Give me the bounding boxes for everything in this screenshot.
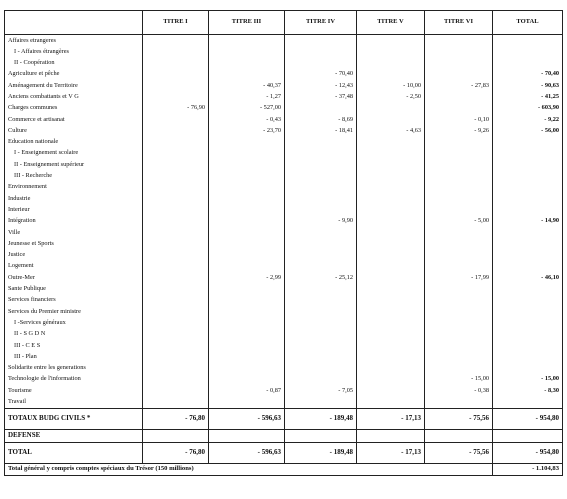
- cell-total: [493, 193, 563, 204]
- cell-titre-i: [143, 306, 209, 317]
- table-row: [5, 284, 563, 295]
- cell-total: [493, 306, 563, 317]
- cell-titre-vi: [425, 306, 493, 317]
- cell-titre-iv: [285, 363, 357, 374]
- cell-titre-v: [357, 329, 425, 340]
- row-label: III - Plan: [5, 351, 143, 362]
- row-label: II - Coopération: [5, 58, 143, 69]
- table-row: [5, 193, 563, 204]
- cell-titre-v: [357, 227, 425, 238]
- cell-titre-vi: [425, 159, 493, 170]
- cell-titre-i: [143, 159, 209, 170]
- cell-titre-vi: [425, 69, 493, 80]
- cell-titre-iii: - 596,63: [209, 442, 285, 463]
- table-footer: [5, 408, 563, 475]
- cell-titre-v: [357, 374, 425, 385]
- header-titre-iii: TITRE III: [209, 11, 285, 35]
- cell-total: [493, 351, 563, 362]
- cell-titre-iv: - 9,90: [285, 216, 357, 227]
- cell-titre-iii: [209, 351, 285, 362]
- cell-total: [493, 204, 563, 215]
- cell-titre-iv: [285, 397, 357, 409]
- table-row: [5, 216, 563, 227]
- row-label: Commerce et artisanat: [5, 114, 143, 125]
- grand-total-label: Total général y compris comptes spéciaux du Trésor (150 millions): [5, 463, 493, 475]
- table-row: [5, 80, 563, 91]
- table-row: [5, 340, 563, 351]
- table-row: [5, 250, 563, 261]
- row-label: Solidarite entre les generations: [5, 363, 143, 374]
- cell-titre-vi: [425, 182, 493, 193]
- cell-titre-iv: [285, 250, 357, 261]
- grand-total-row: [5, 463, 563, 475]
- table-row: [5, 397, 563, 409]
- cell-total: - 9,22: [493, 114, 563, 125]
- cell-titre-iv: [285, 340, 357, 351]
- cell-titre-i: [143, 238, 209, 249]
- cell-titre-iii: [209, 171, 285, 182]
- cell-titre-i: [143, 340, 209, 351]
- cell-titre-iv: [285, 35, 357, 47]
- cell-titre-iii: [209, 374, 285, 385]
- cell-titre-v: [357, 295, 425, 306]
- row-label: Justice: [5, 250, 143, 261]
- grand-total-value: - 1.104,83: [493, 463, 563, 475]
- cell-titre-i: - 76,90: [143, 103, 209, 114]
- cell-total: - 56,00: [493, 125, 563, 136]
- cell-titre-i: [143, 295, 209, 306]
- cell-titre-v: - 10,00: [357, 80, 425, 91]
- cell-titre-iii: - 527,00: [209, 103, 285, 114]
- cell-titre-vi: [425, 295, 493, 306]
- cell-titre-v: [357, 397, 425, 409]
- cell-titre-vi: [425, 351, 493, 362]
- cell-total: [493, 329, 563, 340]
- row-label: Affaires etrangeres: [5, 35, 143, 47]
- cell-total: - 954,80: [493, 408, 563, 429]
- cell-titre-iv: [285, 329, 357, 340]
- cell-titre-vi: [425, 148, 493, 159]
- cell-titre-iii: [209, 238, 285, 249]
- cell-titre-v: [357, 385, 425, 396]
- cell-titre-i: [143, 148, 209, 159]
- cell-titre-iii: [209, 363, 285, 374]
- table-row: [5, 171, 563, 182]
- table-row: [5, 137, 563, 148]
- cell-titre-v: [357, 114, 425, 125]
- cell-titre-iii: [209, 35, 285, 47]
- cell-titre-iv: [285, 182, 357, 193]
- cell-titre-iv: [285, 317, 357, 328]
- cell-titre-iii: - 2,99: [209, 272, 285, 283]
- table-row: [5, 148, 563, 159]
- table-row: [5, 58, 563, 69]
- table-row: [5, 351, 563, 362]
- cell-titre-iv: [285, 295, 357, 306]
- cell-titre-v: [357, 317, 425, 328]
- cell-titre-iv: [285, 374, 357, 385]
- cell-titre-iii: [209, 317, 285, 328]
- cell-titre-i: [143, 250, 209, 261]
- table-row: [5, 261, 563, 272]
- cell-total: [493, 250, 563, 261]
- header-row: [5, 11, 563, 35]
- cell-titre-iv: - 12,43: [285, 80, 357, 91]
- cell-titre-v: [357, 351, 425, 362]
- cell-total: [493, 238, 563, 249]
- cell-titre-iii: [209, 204, 285, 215]
- cell-titre-iii: [209, 227, 285, 238]
- cell-titre-iv: - 7,05: [285, 385, 357, 396]
- row-label: Services financiers: [5, 295, 143, 306]
- header-titre-v: TITRE V: [357, 11, 425, 35]
- table-row: [5, 238, 563, 249]
- cell-titre-v: [357, 148, 425, 159]
- cell-total: - 14,90: [493, 216, 563, 227]
- cell-titre-iv: - 189,48: [285, 408, 357, 429]
- table-row: [5, 317, 563, 328]
- row-label: Industrie: [5, 193, 143, 204]
- row-label: DEFENSE: [5, 429, 143, 442]
- cell-titre-i: [143, 374, 209, 385]
- cell-titre-vi: [425, 46, 493, 57]
- table-row: [5, 125, 563, 136]
- cell-titre-i: [143, 227, 209, 238]
- cell-titre-i: [143, 272, 209, 283]
- cell-titre-vi: [425, 284, 493, 295]
- cell-titre-vi: [425, 363, 493, 374]
- cell-titre-iv: [285, 103, 357, 114]
- cell-titre-vi: - 17,99: [425, 272, 493, 283]
- cell-titre-v: [357, 261, 425, 272]
- row-label: Anciens combattants et V G: [5, 91, 143, 102]
- row-label: Charges communes: [5, 103, 143, 114]
- cell-total: [493, 363, 563, 374]
- cell-total: - 15,00: [493, 374, 563, 385]
- cell-titre-vi: [425, 238, 493, 249]
- header-total: TOTAL: [493, 11, 563, 35]
- cell-titre-i: [143, 80, 209, 91]
- row-label: Agriculture et pêche: [5, 69, 143, 80]
- cell-titre-v: [357, 193, 425, 204]
- cell-titre-v: [357, 46, 425, 57]
- row-label: III - C E S: [5, 340, 143, 351]
- row-label: Education nationale: [5, 137, 143, 148]
- table-row: [5, 182, 563, 193]
- row-label: Jeunesse et Sports: [5, 238, 143, 249]
- cell-titre-i: [143, 58, 209, 69]
- cell-titre-i: [143, 193, 209, 204]
- cell-titre-iii: - 0,43: [209, 114, 285, 125]
- cell-titre-v: [357, 35, 425, 47]
- table-row: [5, 295, 563, 306]
- table-body: [5, 35, 563, 409]
- cell-titre-v: [357, 58, 425, 69]
- cell-titre-i: [143, 317, 209, 328]
- cell-titre-iv: [285, 284, 357, 295]
- row-label: I -Services généraux: [5, 317, 143, 328]
- cell-titre-iv: [285, 193, 357, 204]
- table-row: [5, 159, 563, 170]
- row-label: Outre-Mer: [5, 272, 143, 283]
- row-label: Intégration: [5, 216, 143, 227]
- cell-titre-iv: [285, 227, 357, 238]
- cell-titre-iii: [209, 306, 285, 317]
- cell-titre-iii: - 40,37: [209, 80, 285, 91]
- budget-table: [4, 10, 563, 476]
- table-row: [5, 329, 563, 340]
- cell-titre-i: [143, 182, 209, 193]
- cell-titre-iv: - 18,41: [285, 125, 357, 136]
- totaux-budg-civils-row: [5, 408, 563, 429]
- table-header: [5, 11, 563, 35]
- cell-titre-v: [357, 159, 425, 170]
- cell-titre-v: [357, 69, 425, 80]
- table-row: [5, 114, 563, 125]
- cell-titre-v: [357, 272, 425, 283]
- cell-titre-iii: - 0,87: [209, 385, 285, 396]
- cell-titre-iii: [209, 250, 285, 261]
- cell-titre-iv: [285, 58, 357, 69]
- cell-titre-i: - 76,80: [143, 408, 209, 429]
- cell-titre-vi: - 27,83: [425, 80, 493, 91]
- cell-total: [493, 284, 563, 295]
- cell-titre-vi: [425, 250, 493, 261]
- cell-total: - 603,90: [493, 103, 563, 114]
- cell-titre-i: - 76,80: [143, 442, 209, 463]
- cell-titre-i: [143, 385, 209, 396]
- cell-titre-iii: [209, 261, 285, 272]
- defense-row: [5, 429, 563, 442]
- table-row: [5, 103, 563, 114]
- cell-total: [493, 137, 563, 148]
- cell-titre-i: [143, 261, 209, 272]
- cell-titre-vi: [425, 58, 493, 69]
- cell-titre-vi: - 5,00: [425, 216, 493, 227]
- cell-total: [493, 295, 563, 306]
- cell-titre-v: [357, 171, 425, 182]
- table-row: [5, 385, 563, 396]
- cell-titre-i: [143, 91, 209, 102]
- cell-titre-v: - 4,63: [357, 125, 425, 136]
- row-label: I - Enseignement scolaire: [5, 148, 143, 159]
- cell-titre-iii: [209, 58, 285, 69]
- cell-titre-v: [357, 340, 425, 351]
- cell-titre-iv: [285, 46, 357, 57]
- cell-total: - 954,80: [493, 442, 563, 463]
- cell-titre-vi: - 75,56: [425, 408, 493, 429]
- row-label: Environnement: [5, 182, 143, 193]
- row-label: III - Recherche: [5, 171, 143, 182]
- cell-titre-vi: - 0,38: [425, 385, 493, 396]
- row-label: TOTAUX BUDG CIVILS *: [5, 408, 143, 429]
- cell-total: [493, 58, 563, 69]
- table-row: [5, 363, 563, 374]
- cell-titre-iv: [285, 306, 357, 317]
- cell-titre-i: [143, 114, 209, 125]
- cell-titre-v: - 17,13: [357, 442, 425, 463]
- cell-titre-vi: [425, 171, 493, 182]
- cell-titre-i: [143, 125, 209, 136]
- cell-titre-v: - 17,13: [357, 408, 425, 429]
- cell-titre-vi: - 15,00: [425, 374, 493, 385]
- cell-titre-iv: [285, 171, 357, 182]
- header-titre-i: TITRE I: [143, 11, 209, 35]
- cell-titre-i: [143, 69, 209, 80]
- cell-titre-v: [357, 137, 425, 148]
- cell-titre-v: [357, 182, 425, 193]
- cell-titre-vi: [425, 204, 493, 215]
- cell-total: [493, 340, 563, 351]
- row-label: II - S G D N: [5, 329, 143, 340]
- cell-titre-vi: [425, 261, 493, 272]
- cell-total: [493, 182, 563, 193]
- row-label: II - Enseignement supérieur: [5, 159, 143, 170]
- cell-titre-vi: - 0,10: [425, 114, 493, 125]
- cell-titre-vi: [425, 227, 493, 238]
- cell-titre-iv: [285, 204, 357, 215]
- row-label: Interieur: [5, 204, 143, 215]
- cell-titre-i: [143, 46, 209, 57]
- cell-total: [493, 35, 563, 47]
- cell-titre-iii: [209, 193, 285, 204]
- cell-titre-iv: - 189,48: [285, 442, 357, 463]
- row-label: Tourisme: [5, 385, 143, 396]
- table-row: [5, 46, 563, 57]
- cell-titre-iv: [285, 351, 357, 362]
- cell-titre-iv: [285, 238, 357, 249]
- cell-total: - 8,30: [493, 385, 563, 396]
- cell-titre-vi: [425, 35, 493, 47]
- cell-titre-vi: [425, 340, 493, 351]
- cell-titre-iii: [209, 148, 285, 159]
- cell-titre-iii: [209, 46, 285, 57]
- table-row: [5, 272, 563, 283]
- table-row: [5, 306, 563, 317]
- cell-titre-i: [143, 216, 209, 227]
- cell-titre-iii: - 596,63: [209, 408, 285, 429]
- cell-titre-v: - 2,50: [357, 91, 425, 102]
- cell-titre-vi: [425, 91, 493, 102]
- header-label: [5, 11, 143, 35]
- cell-titre-i: [143, 397, 209, 409]
- table-row: [5, 69, 563, 80]
- cell-titre-v: [357, 284, 425, 295]
- cell-total: - 70,40: [493, 69, 563, 80]
- cell-titre-vi: [425, 317, 493, 328]
- cell-total: - 41,25: [493, 91, 563, 102]
- cell-titre-iv: - 37,48: [285, 91, 357, 102]
- cell-titre-iv: - 8,69: [285, 114, 357, 125]
- cell-titre-iii: [209, 216, 285, 227]
- row-label: Culture: [5, 125, 143, 136]
- cell-titre-vi: [425, 329, 493, 340]
- cell-total: [493, 159, 563, 170]
- header-titre-vi: TITRE VI: [425, 11, 493, 35]
- cell-titre-vi: [425, 137, 493, 148]
- cell-titre-v: [357, 363, 425, 374]
- cell-titre-iv: - 25,12: [285, 272, 357, 283]
- cell-total: [493, 397, 563, 409]
- cell-titre-iv: [285, 137, 357, 148]
- header-titre-iv: TITRE IV: [285, 11, 357, 35]
- cell-titre-i: [143, 363, 209, 374]
- cell-total: [493, 227, 563, 238]
- cell-titre-iii: [209, 329, 285, 340]
- cell-titre-iii: [209, 69, 285, 80]
- row-label: Travail: [5, 397, 143, 409]
- row-label: Ville: [5, 227, 143, 238]
- row-label: TOTAL: [5, 442, 143, 463]
- cell-titre-vi: [425, 397, 493, 409]
- cell-total: [493, 171, 563, 182]
- cell-titre-v: [357, 103, 425, 114]
- cell-titre-i: [143, 171, 209, 182]
- row-label: Sante Publique: [5, 284, 143, 295]
- cell-total: [493, 46, 563, 57]
- cell-titre-i: [143, 137, 209, 148]
- cell-titre-iii: - 1,27: [209, 91, 285, 102]
- cell-titre-i: [143, 329, 209, 340]
- cell-titre-i: [143, 351, 209, 362]
- cell-titre-iii: - 23,70: [209, 125, 285, 136]
- cell-titre-vi: [425, 193, 493, 204]
- cell-titre-v: [357, 238, 425, 249]
- cell-titre-i: [143, 35, 209, 47]
- cell-titre-iv: [285, 159, 357, 170]
- cell-titre-v: [357, 216, 425, 227]
- cell-titre-iii: [209, 397, 285, 409]
- cell-total: [493, 261, 563, 272]
- cell-titre-iv: [285, 148, 357, 159]
- row-label: Aménagement du Territoire: [5, 80, 143, 91]
- row-label: I - Affaires étrangères: [5, 46, 143, 57]
- cell-titre-iv: - 70,40: [285, 69, 357, 80]
- cell-titre-v: [357, 250, 425, 261]
- cell-total: [493, 148, 563, 159]
- table-row: [5, 227, 563, 238]
- cell-titre-iii: [209, 137, 285, 148]
- row-label: Services du Premier ministre: [5, 306, 143, 317]
- cell-titre-vi: - 9,26: [425, 125, 493, 136]
- row-label: Technologie de l'information: [5, 374, 143, 385]
- cell-titre-i: [143, 284, 209, 295]
- table-row: [5, 204, 563, 215]
- table-row: [5, 35, 563, 47]
- table-row: [5, 374, 563, 385]
- cell-titre-iii: [209, 295, 285, 306]
- total-row: [5, 442, 563, 463]
- row-label: Logement: [5, 261, 143, 272]
- cell-titre-iii: [209, 284, 285, 295]
- cell-titre-v: [357, 306, 425, 317]
- table-row: [5, 91, 563, 102]
- cell-titre-iii: [209, 159, 285, 170]
- cell-titre-iii: [209, 182, 285, 193]
- cell-titre-vi: - 75,56: [425, 442, 493, 463]
- cell-titre-v: [357, 204, 425, 215]
- cell-total: - 90,63: [493, 80, 563, 91]
- cell-titre-vi: [425, 103, 493, 114]
- cell-total: [493, 317, 563, 328]
- cell-titre-iv: [285, 261, 357, 272]
- cell-titre-iii: [209, 340, 285, 351]
- cell-total: - 46,10: [493, 272, 563, 283]
- cell-titre-i: [143, 204, 209, 215]
